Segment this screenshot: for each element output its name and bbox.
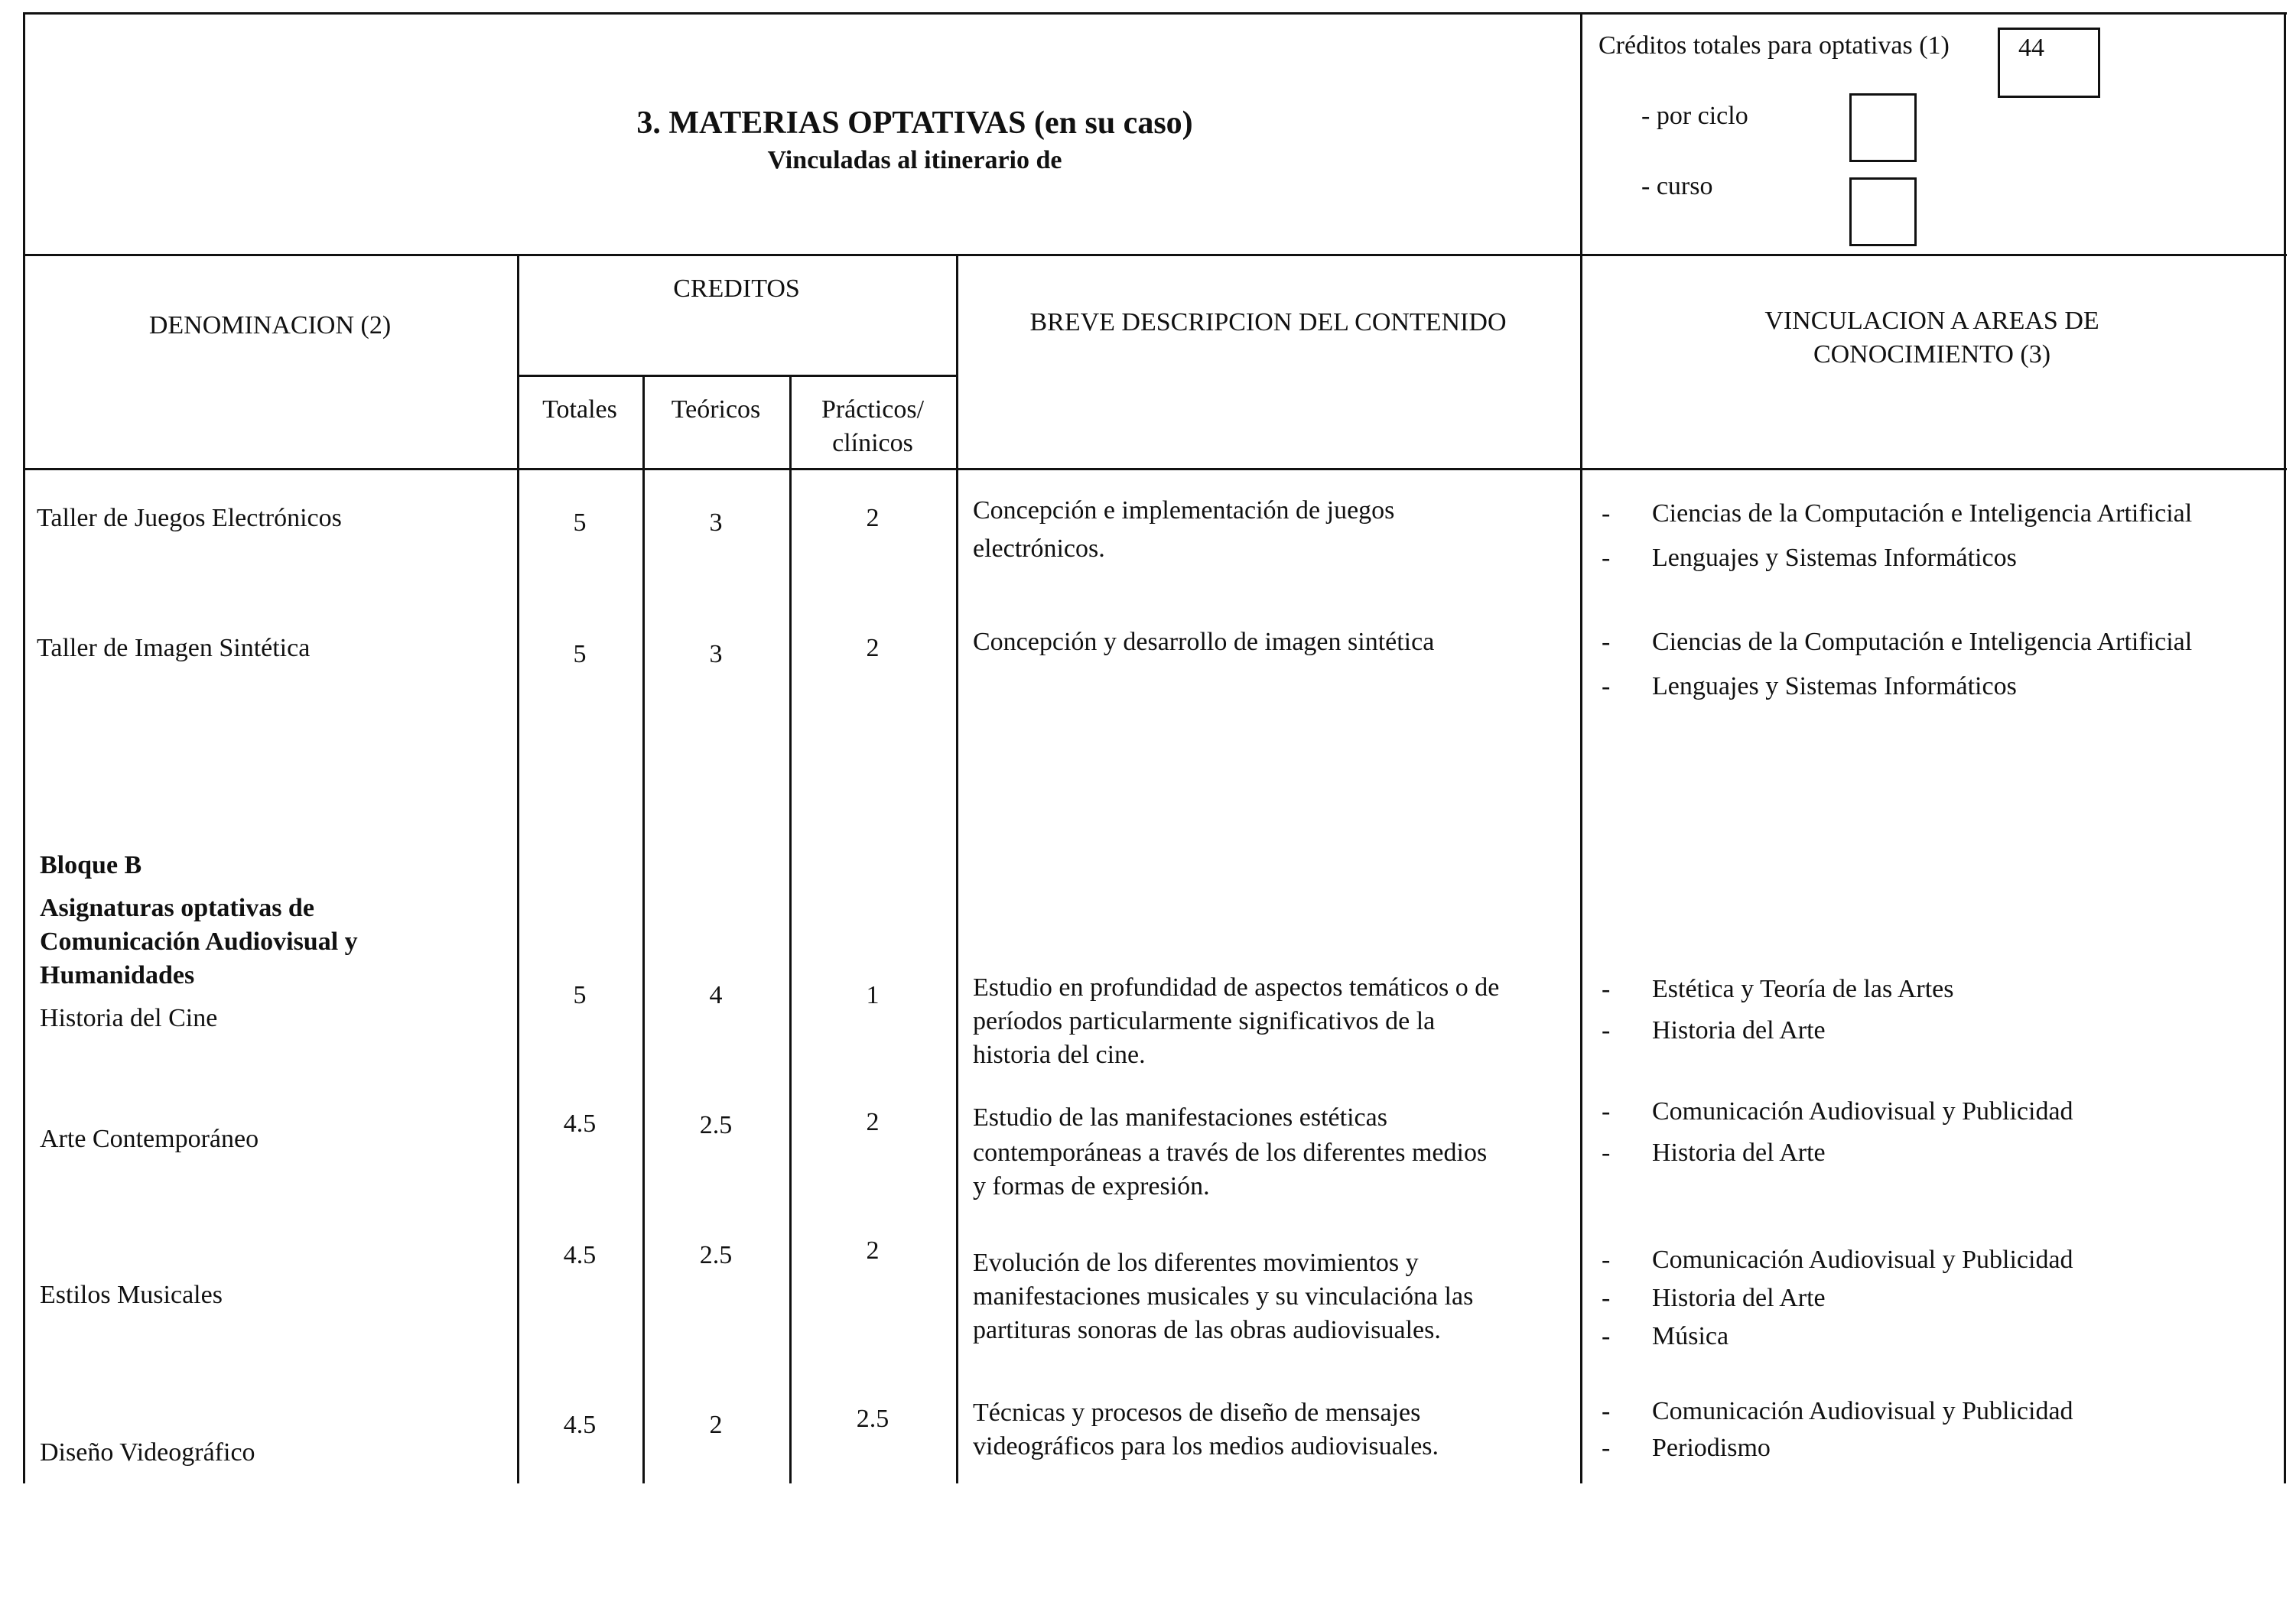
col-divider-4 xyxy=(956,254,958,1483)
row-totales: 5 xyxy=(573,981,587,1009)
row-area: Historia del Arte xyxy=(1652,1016,1826,1045)
col-header-descripcion: BREVE DESCRIPCION DEL CONTENIDO xyxy=(1029,308,1507,336)
area-bullet: - xyxy=(1602,1246,1611,1274)
area-bullet: - xyxy=(1602,628,1611,656)
column-header-bottom-border xyxy=(23,468,2287,470)
row-area: Comunicación Audiovisual y Publicidad xyxy=(1652,1246,2073,1274)
area-bullet: - xyxy=(1602,1139,1611,1167)
col-header-vinculacion-line2: CONOCIMIENTO (3) xyxy=(1813,340,2051,369)
area-bullet: - xyxy=(1602,499,1611,528)
area-bullet: - xyxy=(1602,1097,1611,1126)
row-teoricos: 2 xyxy=(709,1411,723,1439)
block-b-line3: Humanidades xyxy=(40,961,195,989)
row-totales: 5 xyxy=(573,640,587,668)
credits-total-box[interactable] xyxy=(1998,28,2100,98)
col-header-teoricos: Teóricos xyxy=(671,395,761,424)
credits-total-label: Créditos totales para optativas (1) xyxy=(1598,31,1950,60)
row-desc-line: Estudio de las manifestaciones estéticas xyxy=(973,1103,1387,1132)
row-area: Estética y Teoría de las Artes xyxy=(1652,975,1954,1003)
row-totales: 4.5 xyxy=(563,1110,597,1138)
row-totales: 5 xyxy=(573,508,587,537)
col-divider-3 xyxy=(789,375,792,1483)
row-teoricos: 3 xyxy=(709,508,723,537)
col-divider-1 xyxy=(517,254,519,1483)
top-border xyxy=(23,12,2287,15)
area-bullet: - xyxy=(1602,1322,1611,1350)
col-header-creditos: CREDITOS xyxy=(673,275,800,303)
row-desc-line: electrónicos. xyxy=(973,534,1105,563)
row-name: Arte Contemporáneo xyxy=(40,1125,259,1153)
row-desc-line: manifestaciones musicales y su vinculacióna las xyxy=(973,1282,1474,1311)
row-practicos: 2 xyxy=(866,634,880,662)
row-desc-line: Concepción e implementación de juegos xyxy=(973,496,1395,525)
row-desc-line: períodos particularmente significativos de la xyxy=(973,1007,1436,1035)
row-desc-line: y formas de expresión. xyxy=(973,1172,1210,1201)
row-area: Ciencias de la Computación e Inteligencia Artificial xyxy=(1652,628,2193,656)
per-course-box[interactable] xyxy=(1849,177,1917,246)
row-area: Lenguajes y Sistemas Informáticos xyxy=(1652,544,2017,572)
row-name: Taller de Juegos Electrónicos xyxy=(37,504,342,532)
area-bullet: - xyxy=(1602,672,1611,700)
row-desc-line: Estudio en profundidad de aspectos temáticos o de xyxy=(973,973,1500,1002)
header-split xyxy=(1580,12,1582,254)
row-practicos: 1 xyxy=(866,981,880,1009)
area-bullet: - xyxy=(1602,1016,1611,1045)
row-desc-line: Evolución de los diferentes movimientos y xyxy=(973,1249,1419,1277)
page-title: 3. MATERIAS OPTATIVAS (en su caso) xyxy=(636,106,1193,141)
col-header-vinculacion-line1: VINCULACION A AREAS DE xyxy=(1764,307,2099,335)
area-bullet: - xyxy=(1602,1397,1611,1425)
row-totales: 4.5 xyxy=(563,1411,597,1439)
row-area: Lenguajes y Sistemas Informáticos xyxy=(1652,672,2017,700)
row-desc-line: videográficos para los medios audiovisuales. xyxy=(973,1432,1439,1460)
col-header-denominacion: DENOMINACION (2) xyxy=(148,311,392,340)
row-area: Comunicación Audiovisual y Publicidad xyxy=(1652,1097,2073,1126)
row-area: Ciencias de la Computación e Inteligencia Artificial xyxy=(1652,499,2193,528)
row-area: Comunicación Audiovisual y Publicidad xyxy=(1652,1397,2073,1425)
area-bullet: - xyxy=(1602,1284,1611,1312)
page-subtitle: Vinculadas al itinerario de xyxy=(767,146,1062,174)
row-practicos: 2 xyxy=(866,1236,880,1265)
row-area: Periodismo xyxy=(1652,1434,1771,1462)
creditos-divider xyxy=(517,375,956,377)
row-practicos: 2 xyxy=(866,504,880,532)
row-desc-line: Técnicas y procesos de diseño de mensajes xyxy=(973,1399,1421,1427)
left-border xyxy=(23,12,25,1483)
area-bullet: - xyxy=(1602,544,1611,572)
block-b-line1: Asignaturas optativas de xyxy=(40,894,314,922)
row-desc-line: contemporáneas a través de los diferentes medios xyxy=(973,1139,1488,1167)
col-header-practicos-line1: Prácticos/ xyxy=(821,395,925,424)
area-bullet: - xyxy=(1602,975,1611,1003)
row-desc-line: historia del cine. xyxy=(973,1041,1146,1069)
row-totales: 4.5 xyxy=(563,1241,597,1269)
header-bottom-border xyxy=(23,254,2287,256)
block-b-title: Bloque B xyxy=(40,851,142,879)
area-bullet: - xyxy=(1602,1434,1611,1462)
credits-total-value: 44 xyxy=(2018,34,2044,62)
per-cycle-label: - por ciclo xyxy=(1641,102,1748,130)
row-name: Estilos Musicales xyxy=(40,1281,223,1309)
row-name: Historia del Cine xyxy=(40,1004,218,1032)
row-area: Historia del Arte xyxy=(1652,1139,1826,1167)
row-teoricos: 2.5 xyxy=(699,1111,733,1139)
row-name: Diseño Videográfico xyxy=(40,1438,255,1467)
col-header-practicos-line2: clínicos xyxy=(832,429,913,457)
col-header-totales: Totales xyxy=(542,395,617,424)
right-border xyxy=(2284,12,2286,1483)
row-area: Música xyxy=(1652,1322,1729,1350)
row-desc-line: Concepción y desarrollo de imagen sintética xyxy=(973,628,1435,656)
per-cycle-box[interactable] xyxy=(1849,93,1917,162)
per-course-label: - curso xyxy=(1641,172,1713,200)
row-name: Taller de Imagen Sintética xyxy=(37,634,311,662)
row-practicos: 2 xyxy=(866,1108,880,1136)
col-divider-5 xyxy=(1580,254,1582,1483)
row-teoricos: 4 xyxy=(709,981,723,1009)
row-practicos: 2.5 xyxy=(856,1405,889,1433)
row-teoricos: 3 xyxy=(709,640,723,668)
row-teoricos: 2.5 xyxy=(699,1241,733,1269)
block-b-line2: Comunicación Audiovisual y xyxy=(40,928,358,956)
col-divider-2 xyxy=(642,375,645,1483)
row-area: Historia del Arte xyxy=(1652,1284,1826,1312)
row-desc-line: partituras sonoras de las obras audiovisuales. xyxy=(973,1316,1441,1344)
